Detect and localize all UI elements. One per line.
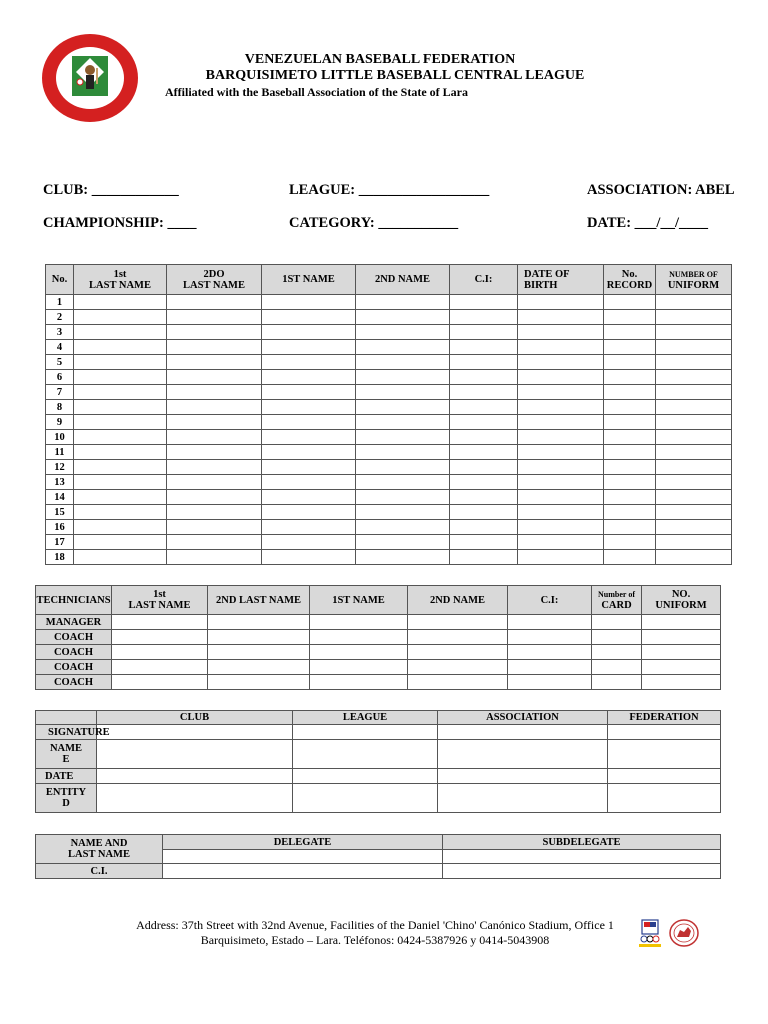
- player-cell[interactable]: [604, 505, 656, 520]
- player-cell[interactable]: [604, 445, 656, 460]
- player-row-number: 8: [46, 400, 74, 415]
- player-cell[interactable]: [167, 505, 262, 520]
- player-cell[interactable]: [518, 475, 604, 490]
- player-cell[interactable]: [74, 505, 167, 520]
- player-cell[interactable]: [656, 325, 732, 340]
- player-cell[interactable]: [262, 550, 356, 565]
- player-cell[interactable]: [167, 400, 262, 415]
- player-row-number: 13: [46, 475, 74, 490]
- player-row: [46, 520, 732, 535]
- player-cell[interactable]: [656, 505, 732, 520]
- technician-cell[interactable]: [112, 660, 208, 675]
- player-row-number: 17: [46, 535, 74, 550]
- player-cell[interactable]: [262, 520, 356, 535]
- technician-cell[interactable]: [408, 675, 508, 690]
- col-name2: 2ND NAME: [356, 265, 450, 295]
- player-cell[interactable]: [167, 490, 262, 505]
- player-cell[interactable]: [450, 355, 518, 370]
- player-cell[interactable]: [450, 430, 518, 445]
- club-field[interactable]: CLUB: ____________: [43, 182, 179, 198]
- technician-cell[interactable]: [592, 630, 642, 645]
- col-last2: 2DO LAST NAME: [167, 265, 262, 295]
- col-tech-name1: 1ST NAME: [310, 586, 408, 615]
- lara-association-emblem-icon: [668, 918, 700, 948]
- player-cell[interactable]: [450, 400, 518, 415]
- player-cell[interactable]: [450, 295, 518, 310]
- player-cell[interactable]: [74, 520, 167, 535]
- player-cell[interactable]: [518, 505, 604, 520]
- technician-cell[interactable]: [112, 615, 208, 630]
- player-cell[interactable]: [262, 430, 356, 445]
- player-cell[interactable]: [356, 490, 450, 505]
- player-cell[interactable]: [74, 295, 167, 310]
- player-cell[interactable]: [262, 505, 356, 520]
- technician-cell[interactable]: [592, 615, 642, 630]
- col-tech-card: Number of CARD: [592, 586, 642, 615]
- player-cell[interactable]: [262, 445, 356, 460]
- player-cell[interactable]: [656, 355, 732, 370]
- technician-cell[interactable]: [208, 615, 310, 630]
- player-row-number: 5: [46, 355, 74, 370]
- player-cell[interactable]: [356, 325, 450, 340]
- player-cell[interactable]: [604, 340, 656, 355]
- player-row: [46, 490, 732, 505]
- row-name-lastname: NAME AND LAST NAME: [36, 835, 163, 864]
- player-cell[interactable]: [450, 310, 518, 325]
- player-cell[interactable]: [656, 550, 732, 565]
- row-delegate-ci: C.I.: [36, 864, 163, 879]
- player-cell[interactable]: [518, 310, 604, 325]
- player-cell[interactable]: [518, 430, 604, 445]
- affiliation-subtitle: Affiliated with the Baseball Association of the State of Lara: [165, 85, 468, 99]
- technician-cell[interactable]: [508, 660, 592, 675]
- col-sig-federation: FEDERATION: [608, 711, 721, 725]
- player-cell[interactable]: [356, 310, 450, 325]
- player-cell[interactable]: [604, 310, 656, 325]
- player-cell[interactable]: [356, 385, 450, 400]
- player-cell[interactable]: [450, 460, 518, 475]
- player-cell[interactable]: [518, 460, 604, 475]
- player-cell[interactable]: [604, 355, 656, 370]
- player-cell[interactable]: [262, 370, 356, 385]
- player-cell[interactable]: [356, 445, 450, 460]
- player-row-number: 11: [46, 445, 74, 460]
- player-row-number: 2: [46, 310, 74, 325]
- player-cell[interactable]: [518, 535, 604, 550]
- date-field[interactable]: DATE: ___/__/____: [587, 215, 708, 231]
- player-cell[interactable]: [167, 430, 262, 445]
- technician-cell[interactable]: [208, 675, 310, 690]
- player-cell[interactable]: [518, 520, 604, 535]
- player-row: [46, 445, 732, 460]
- technician-cell[interactable]: [310, 615, 408, 630]
- player-cell[interactable]: [604, 295, 656, 310]
- player-cell[interactable]: [74, 490, 167, 505]
- player-cell[interactable]: [518, 490, 604, 505]
- player-cell[interactable]: [356, 550, 450, 565]
- player-cell[interactable]: [262, 355, 356, 370]
- player-cell[interactable]: [656, 460, 732, 475]
- technician-cell[interactable]: [310, 660, 408, 675]
- player-cell[interactable]: [356, 295, 450, 310]
- player-cell[interactable]: [167, 475, 262, 490]
- player-row: [46, 340, 732, 355]
- player-cell[interactable]: [518, 415, 604, 430]
- player-cell[interactable]: [356, 520, 450, 535]
- technician-cell[interactable]: [112, 630, 208, 645]
- footer-line-2: Barquisimeto, Estado – Lara. Teléfonos: 0424-5387926 y 0414-5043908: [200, 933, 550, 947]
- player-cell[interactable]: [74, 415, 167, 430]
- player-cell[interactable]: [656, 475, 732, 490]
- player-cell[interactable]: [450, 340, 518, 355]
- player-cell[interactable]: [450, 415, 518, 430]
- player-cell[interactable]: [450, 490, 518, 505]
- footer-line-1: Address: 37th Street with 32nd Avenue, Facilities of the Daniel 'Chino' Canónico Stadium, Office 1: [136, 918, 614, 932]
- player-cell[interactable]: [167, 370, 262, 385]
- player-cell[interactable]: [604, 520, 656, 535]
- player-cell[interactable]: [450, 325, 518, 340]
- player-row-number: 6: [46, 370, 74, 385]
- player-row-number: 15: [46, 505, 74, 520]
- technician-cell[interactable]: [508, 615, 592, 630]
- federation-emblem-icon: [636, 918, 664, 948]
- player-cell[interactable]: [167, 325, 262, 340]
- col-uniform: NUMBER OF UNIFORM: [656, 265, 732, 295]
- player-cell[interactable]: [656, 295, 732, 310]
- technician-row: [36, 615, 721, 630]
- player-cell[interactable]: [262, 310, 356, 325]
- col-no: No.: [46, 265, 74, 295]
- technician-cell[interactable]: [208, 660, 310, 675]
- col-sig-league: LEAGUE: [293, 711, 438, 725]
- row-signature: SIGNATURE: [36, 725, 97, 740]
- player-cell[interactable]: [74, 445, 167, 460]
- player-cell[interactable]: [450, 385, 518, 400]
- player-cell[interactable]: [450, 535, 518, 550]
- player-cell[interactable]: [604, 430, 656, 445]
- player-cell[interactable]: [656, 490, 732, 505]
- player-cell[interactable]: [167, 340, 262, 355]
- technician-cell[interactable]: [508, 645, 592, 660]
- player-cell[interactable]: [604, 535, 656, 550]
- player-cell[interactable]: [262, 325, 356, 340]
- player-cell[interactable]: [262, 385, 356, 400]
- footer-address: [120, 918, 630, 948]
- player-cell[interactable]: [167, 415, 262, 430]
- player-cell[interactable]: [356, 460, 450, 475]
- player-cell[interactable]: [74, 385, 167, 400]
- technician-cell[interactable]: [642, 630, 721, 645]
- row-entity: ENTITY D: [36, 784, 97, 813]
- technician-cell[interactable]: [592, 660, 642, 675]
- player-row: [46, 400, 732, 415]
- player-cell[interactable]: [656, 310, 732, 325]
- player-cell[interactable]: [656, 430, 732, 445]
- technician-row: [36, 660, 721, 675]
- player-cell[interactable]: [74, 370, 167, 385]
- federation-title: VENEZUELAN BASEBALL FEDERATION: [244, 52, 516, 67]
- player-cell[interactable]: [74, 355, 167, 370]
- technician-cell[interactable]: [310, 675, 408, 690]
- player-row: [46, 295, 732, 310]
- league-field[interactable]: LEAGUE: __________________: [289, 182, 490, 198]
- player-cell[interactable]: [656, 535, 732, 550]
- col-record: No. RECORD: [604, 265, 656, 295]
- association-field[interactable]: ASSOCIATION: ABEL: [587, 182, 735, 198]
- technician-cell[interactable]: [408, 615, 508, 630]
- player-row: [46, 370, 732, 385]
- player-row: [46, 535, 732, 550]
- technician-cell[interactable]: [642, 675, 721, 690]
- player-cell[interactable]: [356, 430, 450, 445]
- player-cell[interactable]: [450, 370, 518, 385]
- player-row-number: 18: [46, 550, 74, 565]
- player-cell[interactable]: [450, 520, 518, 535]
- player-cell[interactable]: [356, 475, 450, 490]
- player-row: [46, 460, 732, 475]
- player-cell[interactable]: [167, 310, 262, 325]
- player-cell[interactable]: [74, 535, 167, 550]
- player-row: [46, 550, 732, 565]
- technician-cell[interactable]: [508, 630, 592, 645]
- player-cell[interactable]: [656, 370, 732, 385]
- player-cell[interactable]: [604, 385, 656, 400]
- player-cell[interactable]: [356, 340, 450, 355]
- technician-row: [36, 630, 721, 645]
- player-cell[interactable]: [167, 520, 262, 535]
- player-cell[interactable]: [450, 550, 518, 565]
- player-cell[interactable]: [518, 550, 604, 565]
- player-row-number: 12: [46, 460, 74, 475]
- player-cell[interactable]: [262, 460, 356, 475]
- player-row-number: 4: [46, 340, 74, 355]
- col-technicians: TECHNICIANS: [36, 586, 112, 615]
- player-cell[interactable]: [262, 475, 356, 490]
- player-cell[interactable]: [262, 415, 356, 430]
- player-row: [46, 310, 732, 325]
- player-cell[interactable]: [604, 415, 656, 430]
- col-last1: 1st LAST NAME: [74, 265, 167, 295]
- player-cell[interactable]: [74, 400, 167, 415]
- col-tech-last1: 1st LAST NAME: [112, 586, 208, 615]
- player-row-number: 9: [46, 415, 74, 430]
- player-cell[interactable]: [518, 325, 604, 340]
- player-cell[interactable]: [604, 325, 656, 340]
- league-title: BARQUISIMETO LITTLE BASEBALL CENTRAL LEAGUE: [205, 68, 585, 83]
- player-cell[interactable]: [604, 490, 656, 505]
- player-row: [46, 475, 732, 490]
- player-cell[interactable]: [167, 355, 262, 370]
- player-row: [46, 385, 732, 400]
- technician-cell[interactable]: [408, 630, 508, 645]
- technician-cell[interactable]: [208, 645, 310, 660]
- player-cell[interactable]: [262, 295, 356, 310]
- player-cell[interactable]: [167, 445, 262, 460]
- player-row-number: 10: [46, 430, 74, 445]
- player-cell[interactable]: [656, 400, 732, 415]
- player-cell[interactable]: [604, 475, 656, 490]
- player-cell[interactable]: [356, 400, 450, 415]
- player-cell[interactable]: [74, 325, 167, 340]
- player-row: [46, 505, 732, 520]
- player-row: [46, 415, 732, 430]
- player-cell[interactable]: [604, 550, 656, 565]
- player-cell[interactable]: [518, 295, 604, 310]
- player-cell[interactable]: [74, 550, 167, 565]
- player-cell[interactable]: [262, 535, 356, 550]
- player-cell[interactable]: [74, 310, 167, 325]
- player-cell[interactable]: [450, 445, 518, 460]
- technician-cell[interactable]: [642, 660, 721, 675]
- technician-cell[interactable]: [642, 615, 721, 630]
- league-logo: [40, 32, 140, 124]
- player-cell[interactable]: [167, 385, 262, 400]
- col-subdelegate: SUBDELEGATE: [443, 835, 721, 850]
- player-cell[interactable]: [262, 490, 356, 505]
- technician-cell[interactable]: [592, 645, 642, 660]
- players-table: [45, 264, 732, 565]
- player-cell[interactable]: [262, 340, 356, 355]
- player-row: [46, 430, 732, 445]
- technician-role: COACH: [36, 660, 112, 675]
- technician-cell[interactable]: [112, 675, 208, 690]
- row-date: DATE: [36, 769, 97, 784]
- player-cell[interactable]: [518, 370, 604, 385]
- delegates-table: [35, 834, 721, 879]
- championship-field[interactable]: CHAMPIONSHIP: ____: [43, 215, 197, 231]
- player-cell[interactable]: [356, 370, 450, 385]
- player-cell[interactable]: [518, 355, 604, 370]
- player-cell[interactable]: [356, 535, 450, 550]
- player-row: [46, 325, 732, 340]
- technician-cell[interactable]: [508, 675, 592, 690]
- row-name: NAME E: [36, 740, 97, 769]
- col-tech-uniform: NO. UNIFORM: [642, 586, 721, 615]
- player-cell[interactable]: [604, 460, 656, 475]
- technician-cell[interactable]: [208, 630, 310, 645]
- technician-cell[interactable]: [408, 660, 508, 675]
- col-tech-name2: 2ND NAME: [408, 586, 508, 615]
- player-cell[interactable]: [167, 460, 262, 475]
- player-cell[interactable]: [74, 475, 167, 490]
- category-field[interactable]: CATEGORY: ___________: [289, 215, 459, 231]
- technician-cell[interactable]: [310, 645, 408, 660]
- player-cell[interactable]: [167, 535, 262, 550]
- player-cell[interactable]: [518, 385, 604, 400]
- player-cell[interactable]: [356, 415, 450, 430]
- technician-role: COACH: [36, 645, 112, 660]
- technicians-table: [35, 585, 721, 690]
- player-row-number: 1: [46, 295, 74, 310]
- player-cell[interactable]: [518, 340, 604, 355]
- player-cell[interactable]: [518, 400, 604, 415]
- col-delegate: DELEGATE: [163, 835, 443, 850]
- player-cell[interactable]: [356, 355, 450, 370]
- player-row-number: 3: [46, 325, 74, 340]
- signatures-table: [35, 710, 721, 813]
- player-cell[interactable]: [450, 475, 518, 490]
- technician-cell[interactable]: [310, 630, 408, 645]
- player-cell[interactable]: [74, 430, 167, 445]
- col-tech-ci: C.I:: [508, 586, 592, 615]
- technician-role: COACH: [36, 630, 112, 645]
- technician-row: [36, 675, 721, 690]
- player-cell[interactable]: [518, 445, 604, 460]
- player-cell[interactable]: [262, 400, 356, 415]
- player-cell[interactable]: [74, 460, 167, 475]
- technician-cell[interactable]: [408, 645, 508, 660]
- player-cell[interactable]: [356, 505, 450, 520]
- player-row-number: 16: [46, 520, 74, 535]
- technician-row: [36, 645, 721, 660]
- col-sig-association: ASSOCIATION: [438, 711, 608, 725]
- technician-role: MANAGER: [36, 615, 112, 630]
- col-tech-last2: 2ND LAST NAME: [208, 586, 310, 615]
- player-row: [46, 355, 732, 370]
- player-cell[interactable]: [656, 415, 732, 430]
- technician-cell[interactable]: [112, 645, 208, 660]
- player-cell[interactable]: [74, 340, 167, 355]
- player-cell[interactable]: [656, 340, 732, 355]
- technician-cell[interactable]: [592, 675, 642, 690]
- player-cell[interactable]: [167, 550, 262, 565]
- player-cell[interactable]: [450, 505, 518, 520]
- player-cell[interactable]: [604, 400, 656, 415]
- player-cell[interactable]: [656, 385, 732, 400]
- col-sig-club: CLUB: [97, 711, 293, 725]
- player-cell[interactable]: [604, 370, 656, 385]
- player-cell[interactable]: [656, 445, 732, 460]
- technician-cell[interactable]: [642, 645, 721, 660]
- player-row-number: 7: [46, 385, 74, 400]
- player-cell[interactable]: [656, 520, 732, 535]
- technician-role: COACH: [36, 675, 112, 690]
- col-dob: DATE OF BIRTH: [518, 265, 604, 295]
- player-row-number: 14: [46, 490, 74, 505]
- player-cell[interactable]: [167, 295, 262, 310]
- col-ci: C.I:: [450, 265, 518, 295]
- col-name1: 1ST NAME: [262, 265, 356, 295]
